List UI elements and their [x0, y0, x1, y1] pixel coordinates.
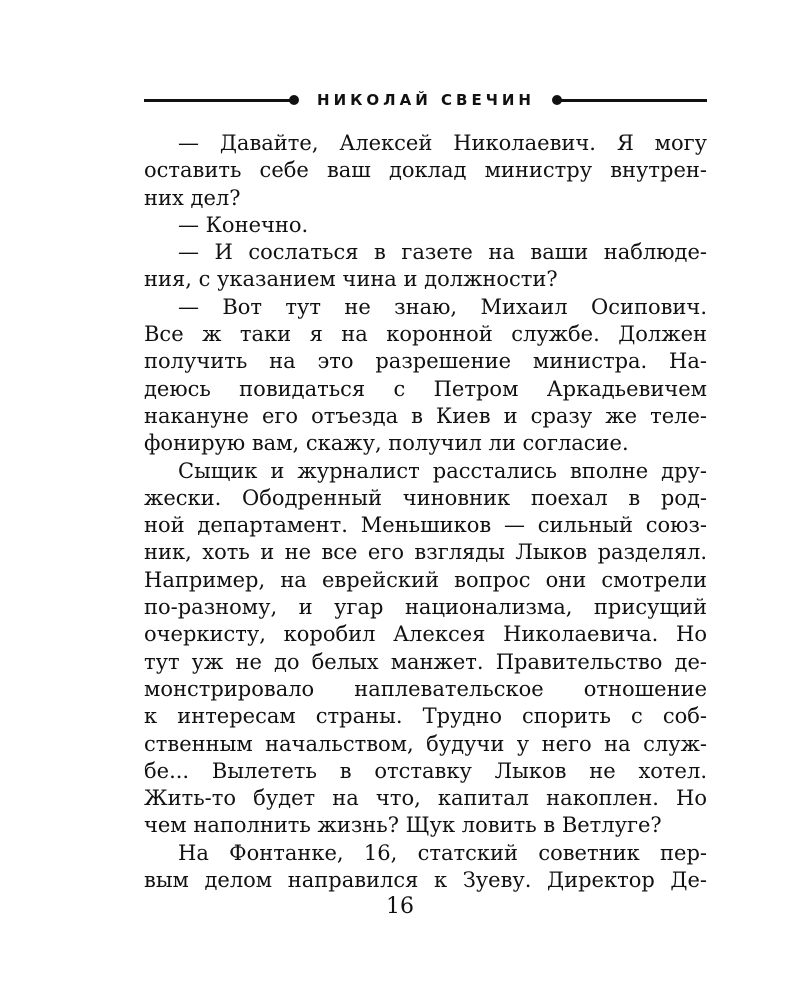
text-line: очеркисту, коробил Алексея Николаевича. Но	[144, 622, 707, 647]
text-line: накануне его отъезда в Киев и сразу же теле-	[144, 403, 707, 428]
text-line: деюсь повидаться с Петром Аркадьевичем	[144, 376, 707, 401]
text-line: фонирую вам, скажу, получил ли согласие.	[144, 431, 629, 456]
text-line: Например, на еврейский вопрос они смотрели	[144, 567, 707, 592]
text-line: ной департамент. Меньшиков — сильный союз-	[144, 513, 707, 538]
text-line: Жить-то будет на что, капитал накоплен. Но	[144, 786, 707, 811]
header-rule-right	[559, 99, 707, 102]
text-line: тут уж не до белых манжет. Правительство де-	[144, 649, 707, 674]
header-rule-left	[144, 99, 292, 102]
text-line: — Вот тут не знаю, Михаил Осипович.	[178, 294, 707, 319]
text-line: оставить себе ваш доклад министру внутрен-	[144, 158, 707, 183]
text-line: ственным начальством, будучи у него на служ-	[144, 731, 707, 756]
text-line: бе... Вылететь в отставку Лыков не хотел.	[144, 758, 707, 783]
text-line: Все ж таки я на коронной службе. Должен	[144, 322, 707, 347]
text-line: получить на это разрешение министра. На-	[144, 349, 707, 374]
text-line: к интересам страны. Трудно спорить с соб-	[144, 704, 707, 729]
text-line: — И сослаться в газете на ваши наблюде-	[178, 240, 707, 265]
header-bullet-left	[289, 95, 299, 105]
author-name: НИКОЛАЙ СВЕЧИН	[317, 91, 535, 109]
text-line: — Конечно.	[178, 212, 309, 237]
text-line: На Фонтанке, 16, статский советник пер-	[178, 840, 707, 865]
text-line: — Давайте, Алексей Николаевич. Я могу	[178, 131, 707, 155]
running-header	[144, 89, 707, 111]
text-line: вым делом направился к Зуеву. Директор Де-	[144, 868, 707, 893]
text-line: Сыщик и журналист расстались вполне дру-	[178, 458, 707, 483]
text-line: чем наполнить жизнь? Щук ловить в Ветлуге?	[144, 813, 662, 838]
text-line: ник, хоть и не все его взгляды Лыков разделял.	[144, 540, 707, 565]
page-number: 16	[386, 894, 414, 919]
page-body	[144, 130, 707, 894]
text-line: по-разному, и угар национализма, присущий	[144, 595, 707, 620]
text-line: ния, с указанием чина и должности?	[144, 267, 558, 292]
text-line: жески. Ободренный чиновник поехал в род-	[144, 485, 707, 510]
text-line: монстрировало наплевательское отношение	[144, 676, 707, 701]
text-line: них дел?	[144, 185, 241, 210]
